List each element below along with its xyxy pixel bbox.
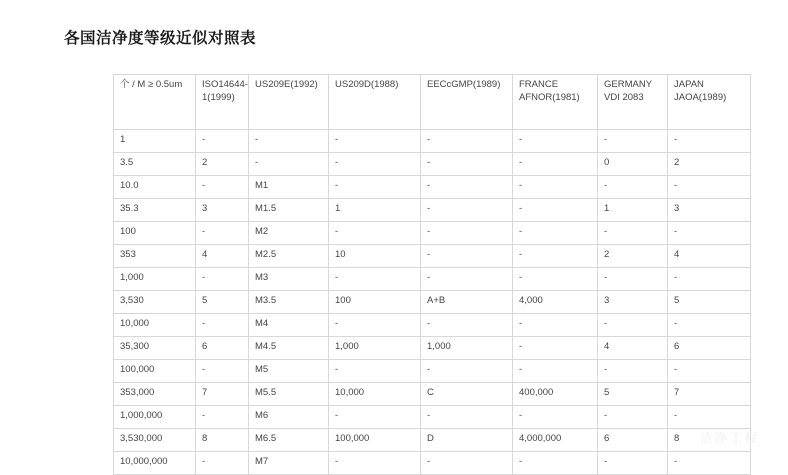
table-cell: -	[421, 406, 513, 429]
cleanroom-table-container	[113, 74, 750, 475]
column-header-us209d: US209D(1988)	[329, 75, 421, 130]
table-cell: 6	[598, 429, 668, 452]
table-cell: -	[668, 360, 751, 383]
table-cell: 3	[668, 199, 751, 222]
table-cell: -	[513, 222, 598, 245]
table-cell: -	[598, 130, 668, 153]
table-cell: -	[598, 406, 668, 429]
table-cell: -	[421, 452, 513, 475]
table-cell: -	[598, 360, 668, 383]
table-header-row	[114, 75, 751, 130]
table-cell: -	[329, 153, 421, 176]
table-cell: 8	[668, 429, 751, 452]
table-cell: -	[329, 130, 421, 153]
table-row	[114, 452, 751, 475]
column-header-us209e: US209E(1992)	[249, 75, 329, 130]
table-header	[114, 75, 751, 130]
page-title: 各国洁净度等级近似对照表	[64, 30, 257, 47]
table-cell: -	[513, 130, 598, 153]
table-cell: 4,000	[513, 291, 598, 314]
table-cell: D	[421, 429, 513, 452]
table-cell-particles: 35,300	[114, 337, 196, 360]
table-cell-particles: 10,000,000	[114, 452, 196, 475]
table-cell-particles: 1,000	[114, 268, 196, 291]
table-cell: 7	[196, 383, 249, 406]
table-row	[114, 406, 751, 429]
table-cell: -	[421, 268, 513, 291]
column-header-eeccgmp: EECcGMP(1989)	[421, 75, 513, 130]
table-cell: M5.5	[249, 383, 329, 406]
table-row	[114, 429, 751, 452]
table-cell-particles: 3,530,000	[114, 429, 196, 452]
table-row	[114, 176, 751, 199]
table-cell: -	[598, 268, 668, 291]
table-cell: M2	[249, 222, 329, 245]
table-cell: -	[329, 406, 421, 429]
table-cell: -	[421, 245, 513, 268]
table-cell: 2	[196, 153, 249, 176]
table-cell: M7	[249, 452, 329, 475]
table-cell: -	[421, 153, 513, 176]
table-cell: -	[598, 314, 668, 337]
table-cell: -	[513, 452, 598, 475]
table-cell: -	[329, 176, 421, 199]
table-cell: -	[196, 314, 249, 337]
table-cell: -	[668, 268, 751, 291]
table-cell-particles: 100,000	[114, 360, 196, 383]
table-cell: -	[196, 222, 249, 245]
table-cell: -	[421, 222, 513, 245]
table-cell: M4	[249, 314, 329, 337]
table-cell: -	[668, 222, 751, 245]
table-cell: M6.5	[249, 429, 329, 452]
table-cell: -	[598, 176, 668, 199]
table-cell: -	[668, 314, 751, 337]
table-cell: 5	[598, 383, 668, 406]
table-cell: 1	[598, 199, 668, 222]
table-cell: 1,000	[421, 337, 513, 360]
column-header-germany-vdi: GERMANY VDI 2083	[598, 75, 668, 130]
table-cell: M1	[249, 176, 329, 199]
table-cell: 2	[668, 153, 751, 176]
table-cell-particles: 3.5	[114, 153, 196, 176]
table-cell-particles: 3,530	[114, 291, 196, 314]
table-cell: M1.5	[249, 199, 329, 222]
table-cell: -	[329, 314, 421, 337]
table-row	[114, 314, 751, 337]
table-cell: -	[196, 406, 249, 429]
table-cell: M3.5	[249, 291, 329, 314]
table-cell: M3	[249, 268, 329, 291]
table-cell: -	[513, 360, 598, 383]
table-cell: M2.5	[249, 245, 329, 268]
table-cell: 4,000,000	[513, 429, 598, 452]
table-cell: M4.5	[249, 337, 329, 360]
column-header-france-afnor: FRANCE AFNOR(1981)	[513, 75, 598, 130]
table-row	[114, 130, 751, 153]
table-cell: -	[329, 222, 421, 245]
table-cell: -	[196, 130, 249, 153]
table-cell: 4	[598, 337, 668, 360]
table-cell: -	[513, 337, 598, 360]
table-cell: M5	[249, 360, 329, 383]
table-row	[114, 337, 751, 360]
table-cell: -	[196, 360, 249, 383]
column-header-japan-jaoa: JAPAN JAOA(1989)	[668, 75, 751, 130]
table-body	[114, 130, 751, 475]
table-cell: 1,000	[329, 337, 421, 360]
table-cell: A+B	[421, 291, 513, 314]
table-cell: -	[329, 360, 421, 383]
table-cell: -	[598, 452, 668, 475]
table-cell: -	[513, 153, 598, 176]
table-row	[114, 383, 751, 406]
table-cell: -	[513, 176, 598, 199]
table-cell: -	[329, 452, 421, 475]
table-cell: 4	[196, 245, 249, 268]
table-cell: 100,000	[329, 429, 421, 452]
table-cell: -	[196, 268, 249, 291]
table-cell-particles: 35.3	[114, 199, 196, 222]
table-cell: -	[513, 268, 598, 291]
table-cell: 400,000	[513, 383, 598, 406]
table-cell: 4	[668, 245, 751, 268]
table-cell: 3	[196, 199, 249, 222]
table-cell: -	[329, 268, 421, 291]
watermark-text: 洁净工程	[699, 431, 760, 445]
table-cell: -	[421, 199, 513, 222]
table-cell: 7	[668, 383, 751, 406]
table-cell: -	[249, 130, 329, 153]
table-cell-particles: 353	[114, 245, 196, 268]
table-cell: -	[513, 245, 598, 268]
table-cell: -	[421, 314, 513, 337]
table-cell-particles: 1,000,000	[114, 406, 196, 429]
table-row	[114, 153, 751, 176]
column-header-particles: 个 / M ≥ 0.5um	[114, 75, 196, 130]
table-cell: -	[668, 406, 751, 429]
table-row	[114, 199, 751, 222]
table-cell: -	[598, 222, 668, 245]
table-cell-particles: 100	[114, 222, 196, 245]
table-cell: 2	[598, 245, 668, 268]
table-cell: -	[421, 360, 513, 383]
table-cell: -	[421, 130, 513, 153]
table-row	[114, 222, 751, 245]
table-cell: -	[668, 176, 751, 199]
table-cell-particles: 353,000	[114, 383, 196, 406]
table-cell-particles: 1	[114, 130, 196, 153]
table-cell: -	[196, 452, 249, 475]
table-row	[114, 245, 751, 268]
table-cell: 100	[329, 291, 421, 314]
table-row	[114, 291, 751, 314]
table-cell: 3	[598, 291, 668, 314]
table-cell: C	[421, 383, 513, 406]
table-cell: M6	[249, 406, 329, 429]
table-cell: -	[513, 199, 598, 222]
table-cell: 1	[329, 199, 421, 222]
table-cell: -	[513, 406, 598, 429]
table-cell: 10	[329, 245, 421, 268]
table-cell: -	[513, 314, 598, 337]
table-cell: -	[249, 153, 329, 176]
table-cell: 8	[196, 429, 249, 452]
table-cell: 6	[196, 337, 249, 360]
table-cell-particles: 10,000	[114, 314, 196, 337]
table-cell: 6	[668, 337, 751, 360]
cleanroom-comparison-table	[113, 74, 751, 475]
table-cell: 0	[598, 153, 668, 176]
column-header-iso14644: ISO14644-1(1999)	[196, 75, 249, 130]
table-cell: -	[668, 130, 751, 153]
table-cell: -	[421, 176, 513, 199]
table-cell: 10,000	[329, 383, 421, 406]
table-row	[114, 268, 751, 291]
table-cell: -	[668, 452, 751, 475]
table-row	[114, 360, 751, 383]
table-cell: 5	[196, 291, 249, 314]
table-cell-particles: 10.0	[114, 176, 196, 199]
table-cell: 5	[668, 291, 751, 314]
table-cell: -	[196, 176, 249, 199]
